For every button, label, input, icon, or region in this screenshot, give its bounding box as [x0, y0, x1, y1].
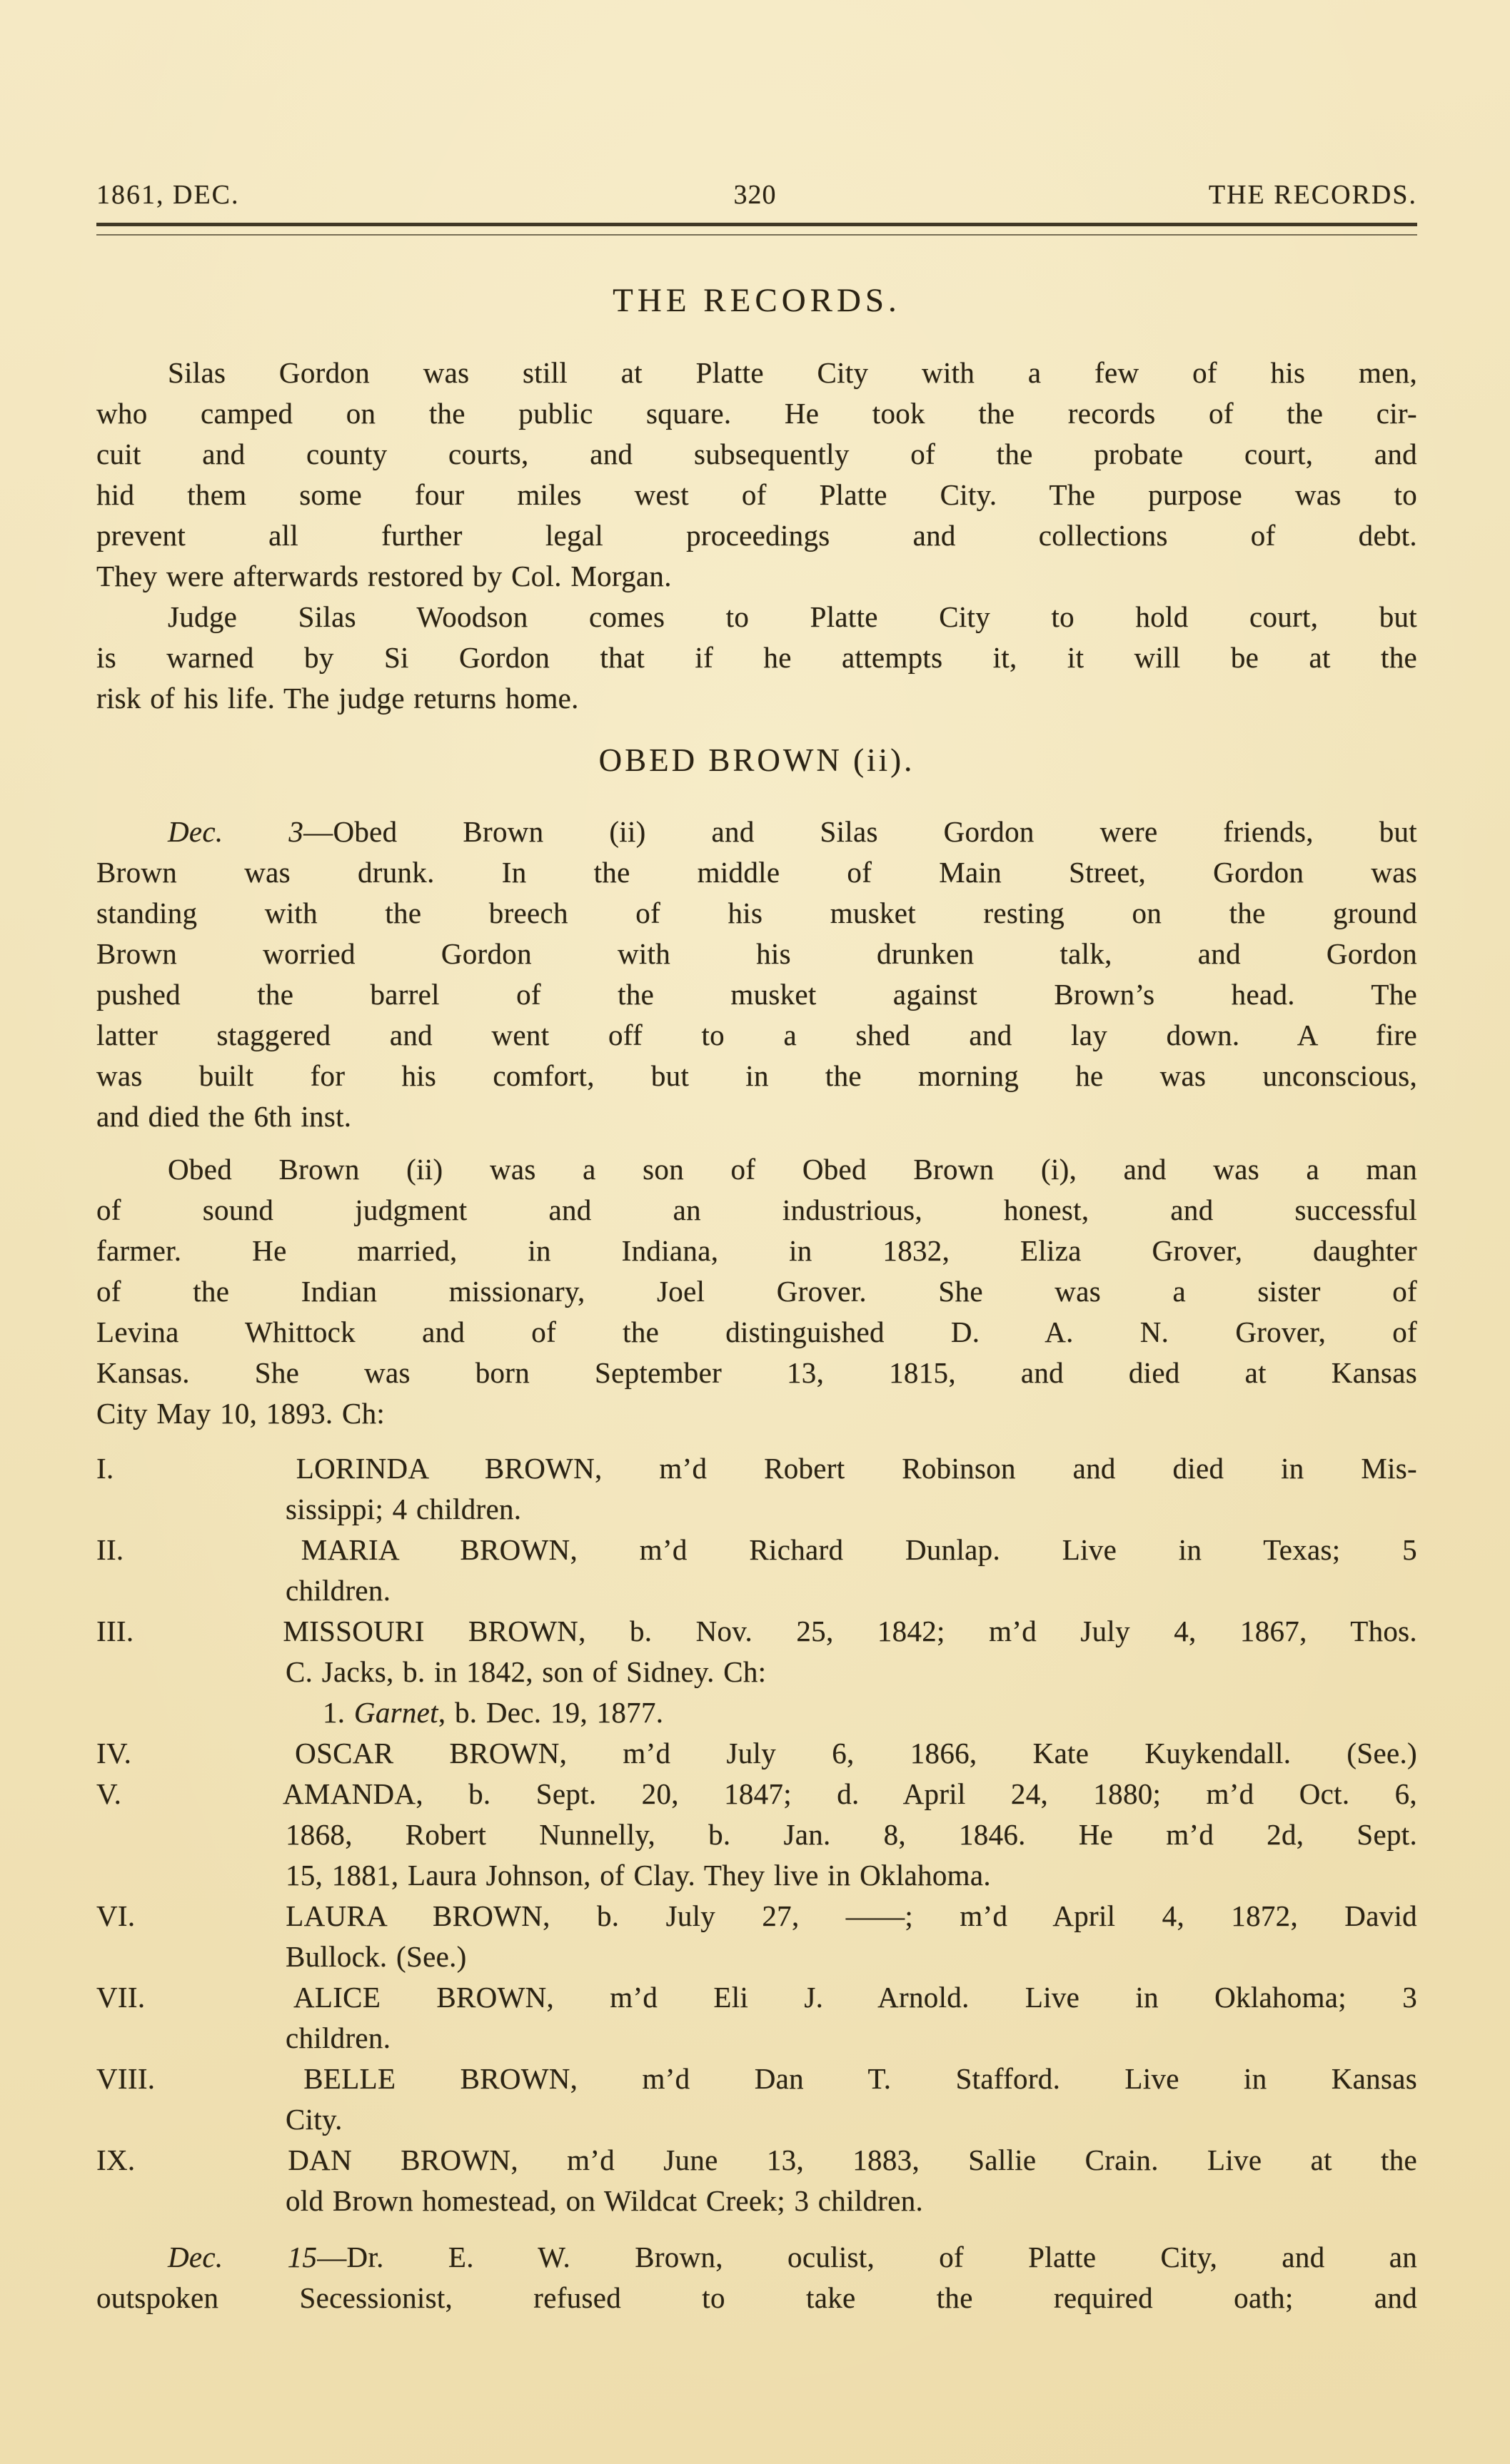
sub-list-item: [96, 1692, 1417, 1733]
text-line: Obed Brown (ii) was a son of Obed Brown (i), and was a man: [168, 1153, 1417, 1186]
text-line: City May 10, 1893. Ch:: [96, 1397, 386, 1430]
text-line: Brown was drunk. In the middle of Main Street, Gordon was: [96, 856, 1417, 889]
text-line: [96, 1896, 1417, 1937]
text-run: —Dr. E. W. Brown, oculist, of Platte City, and an: [317, 2241, 1417, 2273]
text-line: 15, 1881, Laura Johnson, of Clay. They live in Oklahoma.: [286, 1859, 991, 1892]
text-line: old Brown homestead, on Wildcat Creek; 3 children.: [286, 2184, 924, 2217]
text-line: children.: [286, 1574, 391, 1607]
list-item: [96, 1774, 1417, 1896]
text-line: cuit and county courts, and subsequently of the probate court, and: [96, 438, 1417, 470]
text-run: LORINDA BROWN, m’d Robert Robinson and died in Mis-: [296, 1452, 1417, 1485]
list-numeral: I.: [96, 1452, 114, 1485]
text-line: pushed the barrel of the musket against Brown’s head. The: [96, 978, 1417, 1011]
text-line: standing with the breech of his musket resting on the ground: [96, 897, 1417, 929]
text-run: —Obed Brown (ii) and Silas Gordon were friends, but: [303, 815, 1418, 848]
list-numeral: V.: [96, 1777, 122, 1810]
page-title: THE RECORDS.: [613, 282, 901, 319]
text-line: outspoken Secessionist, refused to take the required oath; and: [96, 2281, 1417, 2314]
text-line: Silas Gordon was still at Platte City with a few of his men,: [168, 356, 1417, 389]
list-item: [96, 1611, 1417, 1733]
list-item: [96, 1977, 1417, 2059]
paragraph-obed-brown-bio: [96, 1149, 1417, 1434]
text-line: [96, 1448, 1417, 1489]
text-line: Brown worried Gordon with his drunken talk, and Gordon: [96, 937, 1417, 970]
text-line: prevent all further legal proceedings and collections of debt.: [96, 519, 1417, 552]
text-run: OSCAR BROWN, m’d July 6, 1866, Kate Kuykendall. (See.): [295, 1737, 1417, 1769]
text-line: of sound judgment and an industrious, honest, and successful: [96, 1193, 1417, 1226]
list-item: [96, 2140, 1417, 2221]
text-line: [96, 1733, 1417, 1774]
text-line: [96, 1774, 1417, 1814]
paragraph-dec-3: [96, 812, 1417, 1137]
text-line: [96, 1611, 1417, 1652]
header-page-number: 320: [733, 180, 777, 210]
header-date: 1861, DEC.: [96, 180, 240, 210]
text-line: and died the 6th inst.: [96, 1100, 352, 1133]
text-run: LAURA BROWN, b. July 27, ——; m’d April 4, 1872, David: [286, 1899, 1417, 1932]
paragraph-dec-15: [96, 2237, 1417, 2318]
header-divider-rule: [96, 223, 1417, 236]
list-item: [96, 1448, 1417, 1530]
list-numeral: III.: [96, 1615, 134, 1647]
list-numeral: VIII.: [96, 2062, 156, 2095]
list-numeral: VI.: [96, 1899, 136, 1932]
sub-list-numeral: 1.: [323, 1696, 354, 1729]
child-name-italic: Garnet: [353, 1696, 438, 1729]
text-run: MISSOURI BROWN, b. Nov. 25, 1842; m’d July 4, 1867, Thos.: [283, 1615, 1417, 1647]
text-line: C. Jacks, b. in 1842, son of Sidney. Ch:: [286, 1655, 767, 1688]
header-running-title: THE RECORDS.: [1208, 180, 1417, 210]
text-line: Judge Silas Woodson comes to Platte City to hold court, but: [168, 600, 1417, 633]
text-run: AMANDA, b. Sept. 20, 1847; d. April 24, 1880; m’d Oct. 6,: [283, 1777, 1417, 1810]
text-line: [96, 812, 1417, 852]
text-line: was built for his comfort, but in the morning he was unconscious,: [96, 1059, 1417, 1092]
text-line: 1868, Robert Nunnelly, b. Jan. 8, 1846. He m’d 2d, Sept.: [286, 1818, 1417, 1851]
text-line: risk of his life. The judge returns home.: [96, 682, 579, 715]
section-heading-obed-brown: OBED BROWN (ii).: [598, 742, 915, 778]
text-line: who camped on the public square. He took the records of the cir-: [96, 397, 1417, 430]
text-line: [96, 1530, 1417, 1570]
list-numeral: IV.: [96, 1737, 132, 1769]
list-item: [96, 1896, 1417, 1977]
text-line: Bullock. (See.): [286, 1940, 467, 1973]
text-run: , b. Dec. 19, 1877.: [438, 1696, 664, 1729]
text-run: BELLE BROWN, m’d Dan T. Stafford. Live in Kansas: [303, 2062, 1417, 2095]
text-line: [96, 2140, 1417, 2181]
text-line: of the Indian missionary, Joel Grover. She was a sister of: [96, 1275, 1417, 1308]
text-line: They were afterwards restored by Col. Morgan.: [96, 560, 672, 592]
list-numeral: II.: [96, 1533, 124, 1566]
list-numeral: VII.: [96, 1981, 146, 2014]
text-line: hid them some four miles west of Platte City. The purpose was to: [96, 478, 1417, 511]
text-line: [96, 2237, 1417, 2278]
text-line: farmer. He married, in Indiana, in 1832, Eliza Grover, daughter: [96, 1234, 1417, 1267]
children-list: [96, 1448, 1417, 2221]
text-run: ALICE BROWN, m’d Eli J. Arnold. Live in Oklahoma; 3: [293, 1981, 1417, 2014]
running-header: [96, 178, 1417, 211]
text-line: sissippi; 4 children.: [286, 1493, 522, 1525]
text-line: Kansas. She was born September 13, 1815, and died at Kansas: [96, 1356, 1417, 1389]
text-line: latter staggered and went off to a shed and lay down. A fire: [96, 1019, 1417, 1051]
text-run: DAN BROWN, m’d June 13, 1883, Sallie Crain. Live at the: [288, 2144, 1418, 2176]
text-line: is warned by Si Gordon that if he attempts it, it will be at the: [96, 641, 1417, 674]
paragraph-silas-gordon: [96, 353, 1417, 597]
list-item: [96, 2059, 1417, 2140]
text-line: [96, 1977, 1417, 2018]
text-line: City.: [286, 2103, 343, 2136]
text-line: children.: [286, 2021, 391, 2054]
list-item: [96, 1733, 1417, 1774]
date-lead-italic: Dec. 15: [168, 2241, 318, 2273]
paragraph-judge-woodson: [96, 597, 1417, 719]
list-numeral: IX.: [96, 2144, 136, 2176]
text-run: MARIA BROWN, m’d Richard Dunlap. Live in Texas; 5: [301, 1533, 1417, 1566]
text-line: [96, 2059, 1417, 2099]
list-item: [96, 1530, 1417, 1611]
text-line: Levina Whittock and of the distinguished D. A. N. Grover, of: [96, 1316, 1417, 1348]
date-lead-italic: Dec. 3: [168, 815, 304, 848]
